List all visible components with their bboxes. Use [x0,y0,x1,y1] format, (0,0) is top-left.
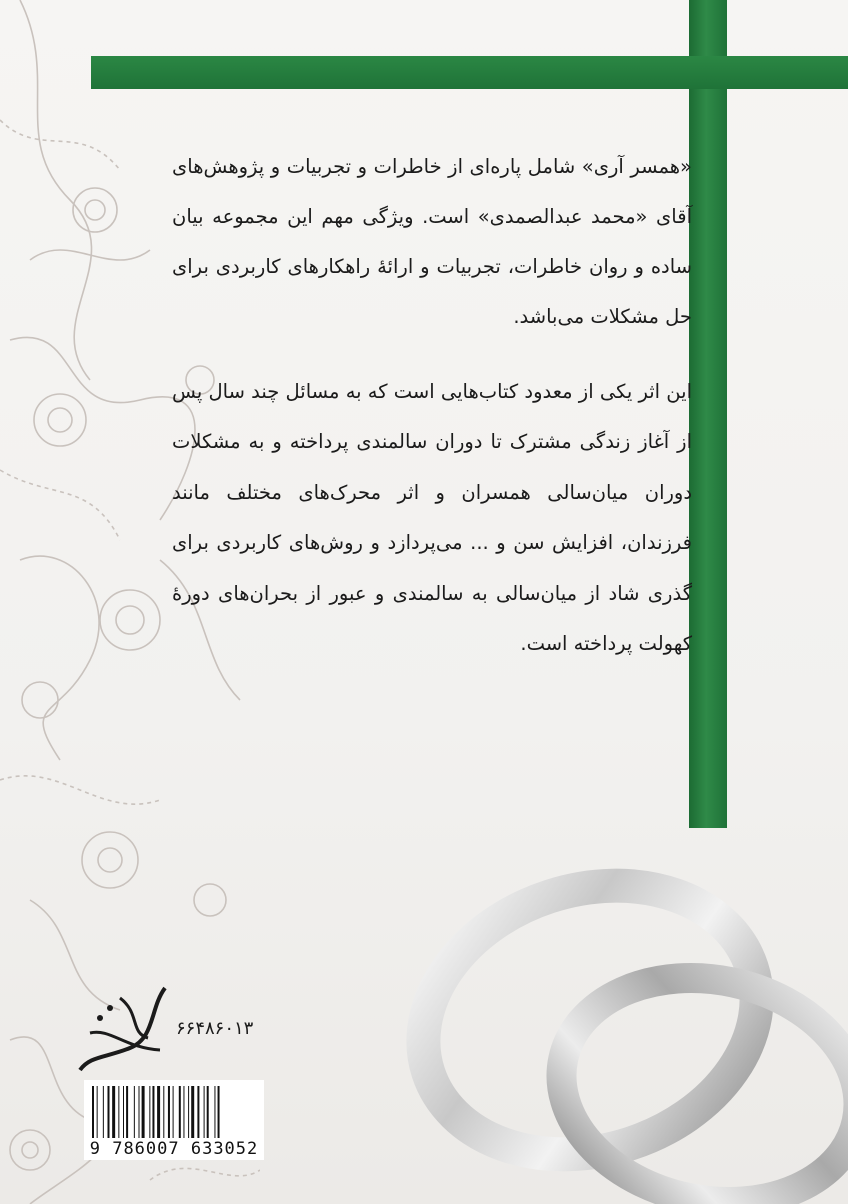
barcode-bar [152,1086,154,1138]
isbn-barcode [84,1080,264,1160]
barcode-bar [103,1086,104,1138]
barcode-bar [179,1086,181,1138]
barcode-bar [97,1086,98,1138]
barcode-bar [123,1086,124,1138]
isbn-number: 9 786007 633052 [89,1139,259,1159]
barcode-bar [191,1086,194,1138]
description-paragraph-2: این اثر یکی از معدود کتاب‌هایی است که به مسائل چند سال پس از آغاز زندگی مشترک تا دوران سالمندی پرداخته و به مشکلات دوران میان‌سالی همسران و اثر محرک‌های مختلف مانند فرزندان، افزایش سن و ... می‌پردازد و روش‌های کاربردی برای گذری شاد از میان‌سالی به سالمندی و عبور از بحران‌های دورهٔ کهولت پرداخته است. [172,379,692,655]
barcode-bar [188,1086,189,1138]
description-paragraph-1: «همسر آری» شامل پاره‌ای از خاطرات و تجربیات و پژوهش‌های آقای «محمد عبدالصمدی» است. ویژگی مهم این مجموعه بیان ساده و روان خاطرات، تجربیات و ارائهٔ راهکارهای کاربردی برای حل مشکلات می‌باشد. [172,154,692,328]
barcode-bar [126,1086,128,1138]
publisher-phone-code: ۶۶۴۸۶۰۱۳ [176,1018,254,1039]
barcode-bar [92,1086,94,1138]
barcode-bar [163,1086,164,1138]
barcode-bar [214,1086,215,1138]
barcode-bar [218,1086,220,1138]
green-horizontal-stripe [91,56,848,89]
barcode-bar [118,1086,119,1138]
barcode-bar [134,1086,135,1138]
barcode-bar [149,1086,150,1138]
barcode-bar [139,1086,140,1138]
barcode-bar [108,1086,110,1138]
barcode-bar [173,1086,174,1138]
publisher-logo [70,978,180,1078]
barcode-bars [90,1086,258,1138]
barcode-bar [112,1086,115,1138]
barcode-bar [168,1086,170,1138]
barcode-bar [197,1086,199,1138]
wedding-rings-image [380,840,848,1204]
green-vertical-stripe [689,0,727,828]
barcode-bar [157,1086,160,1138]
barcode-bar [142,1086,145,1138]
barcode-bar [207,1086,209,1138]
barcode-bar [204,1086,205,1138]
barcode-bar [183,1086,184,1138]
